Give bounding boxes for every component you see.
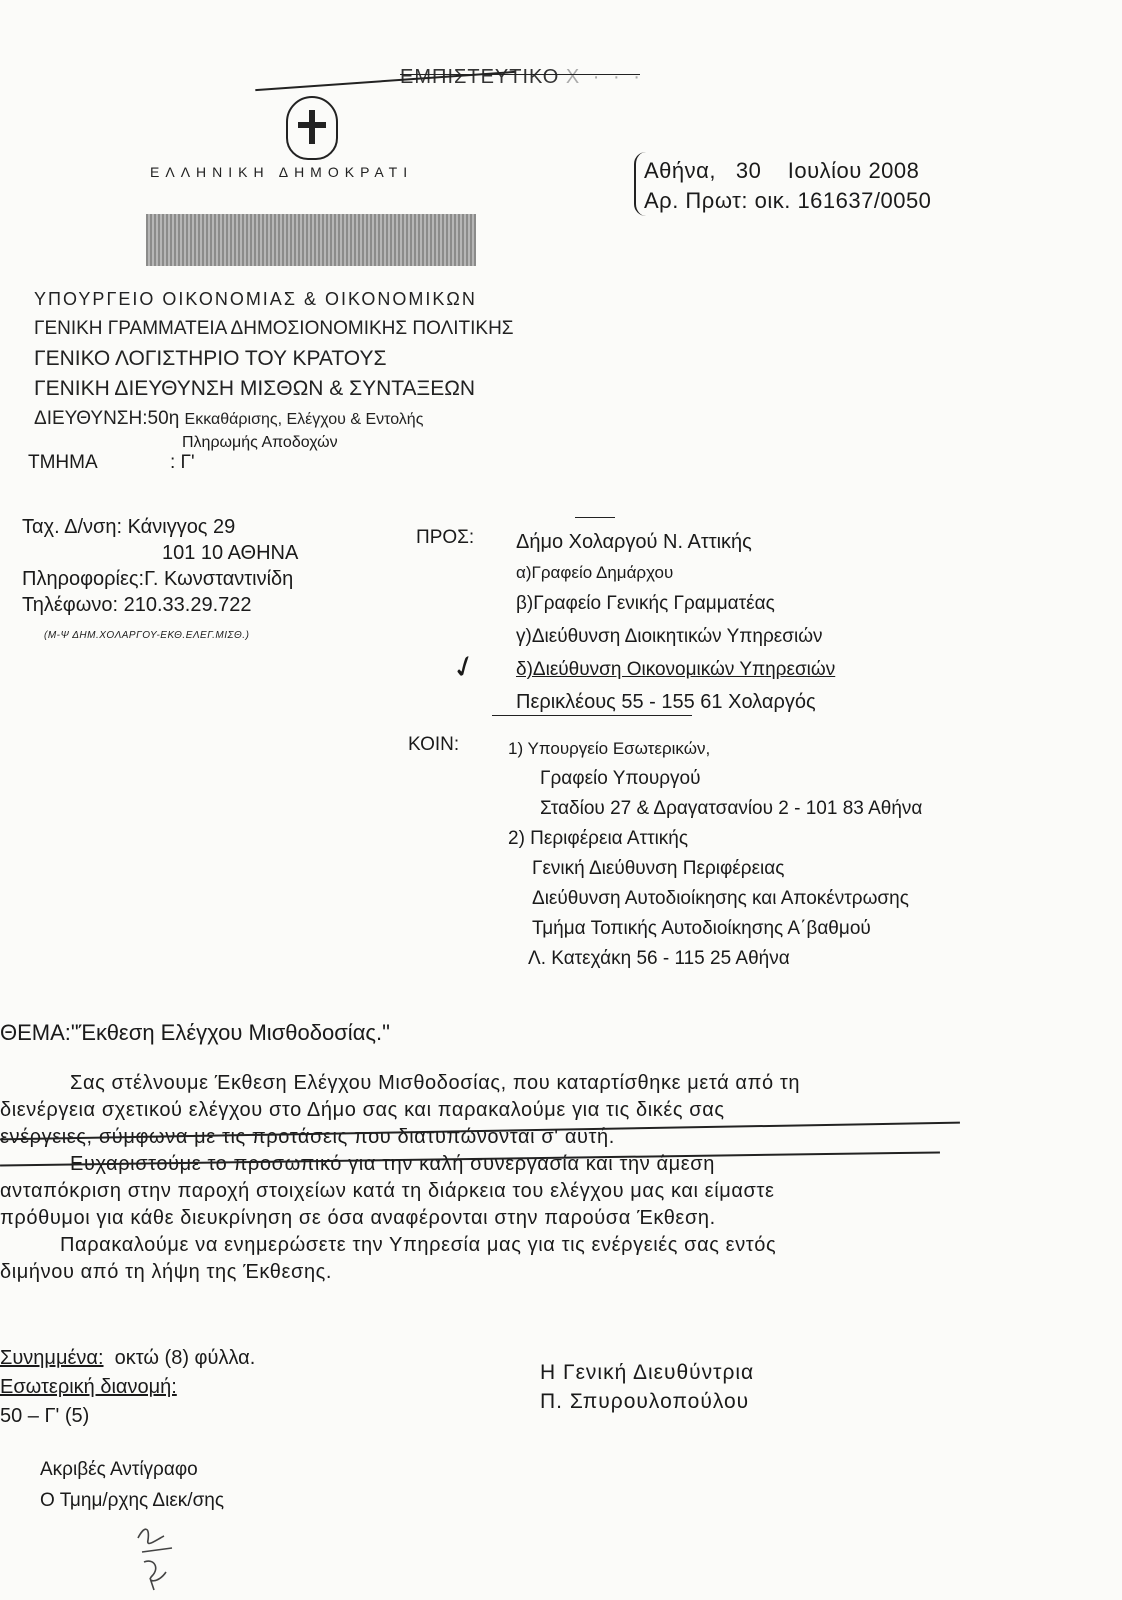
separator-line xyxy=(492,715,692,716)
sender-address-2: 101 10 ΑΘΗΝΑ xyxy=(162,542,299,564)
recipient-line: α)Γραφείο Δημάρχου xyxy=(516,563,674,582)
body-line: ενέργειες, σύμφωνα με τις προτάσεις που διατυπώνονται σ' αυτή. xyxy=(0,1126,615,1148)
recipient-line: Δήμο Χολαργού Ν. Αττικής xyxy=(516,531,752,553)
signer-name: Π. Σπυρουλοπούλου xyxy=(540,1390,750,1413)
recipient-line: γ)Διεύθυνση Διοικητικών Υπηρεσιών xyxy=(516,626,823,647)
sender-phone: Τηλέφωνο: 210.33.29.722 xyxy=(22,594,252,616)
protocol-number: Αρ. Πρωτ: οικ. 161637/0050 xyxy=(644,188,932,213)
attachments-label: Συνημμένα: xyxy=(0,1347,104,1369)
recipient-line: δ)Διεύθυνση Οικονομικών Υπηρεσιών xyxy=(516,659,836,680)
cc-line: 2) Περιφέρεια Αττικής xyxy=(508,828,689,849)
recipient-line: Περικλέους 55 - 155 61 Χολαργός xyxy=(516,691,816,713)
body-line: διενέργεια σχετικού ελέγχου στο Δήμο σας και παρακαλούμε για τις δικές σας xyxy=(0,1099,725,1121)
to-recipients xyxy=(516,526,835,719)
internal-distribution-label: Εσωτερική διανομή: xyxy=(0,1376,177,1398)
certified-copy xyxy=(40,1454,224,1516)
stamp-strike-line-2 xyxy=(400,74,640,75)
body-line: διμήνου από τη λήψη της Έκθεσης. xyxy=(0,1261,333,1283)
cc-label: ΚΟΙΝ: xyxy=(408,734,460,755)
date-city: Αθήνα, xyxy=(644,158,716,183)
redacted-stamp-block xyxy=(146,214,476,266)
date-day: 30 xyxy=(735,158,762,183)
signature-block xyxy=(540,1358,754,1416)
certified-label: Ακριβές Αντίγραφο xyxy=(40,1459,198,1480)
directorate-text: Εκκαθάρισης, Ελέγχου & Εντολής xyxy=(184,411,424,428)
sender-ref: (Μ-Ψ ΔΗΜ.ΧΟΛΑΡΓΟΥ-ΕΚΘ.ΕΛΕΓ.ΜΙΣΘ.) xyxy=(44,630,250,641)
recipient-line: β)Γραφείο Γενικής Γραμματέας xyxy=(516,593,775,614)
sender-info: Πληροφορίες:Γ. Κωνσταντινίδη xyxy=(22,568,294,590)
ministry-line: ΓΕΝΙΚΟ ΛΟΓΙΣΤΗΡΙΟ ΤΟΥ ΚΡΑΤΟΥΣ xyxy=(34,347,387,370)
date-month: Ιουλίου xyxy=(787,158,862,183)
ministry-line: ΓΕΝΙΚΗ ΓΡΑΜΜΑΤΕΙΑ ΔΗΜΟΣΙΟΝΟΜΙΚΗΣ ΠΟΛΙΤΙΚΗΣ xyxy=(34,318,514,339)
cc-line: Τμήμα Τοπικής Αυτοδιοίκησης Α΄βαθμού xyxy=(532,918,871,939)
body-line: Ευχαριστούμε το προσωπικό για την καλή συνεργασία και την άμεση xyxy=(70,1153,715,1175)
ministry-line: ΓΕΝΙΚΗ ΔΙΕΥΘΥΝΣΗ ΜΙΣΘΩΝ & ΣΥΝΤΑΞΕΩΝ xyxy=(34,377,476,400)
signer-title: Η Γενική Διευθύντρια xyxy=(540,1361,755,1384)
cc-line: Γραφείο Υπουργού xyxy=(540,768,701,789)
cc-line: Γενική Διεύθυνση Περιφέρειας xyxy=(532,858,785,879)
cc-recipients xyxy=(508,734,922,974)
cc-line: Διεύθυνση Αυτοδιοίκησης και Αποκέντρωσης xyxy=(532,888,909,909)
attachments-value: οκτώ (8) φύλλα. xyxy=(114,1347,256,1369)
directorate-text-2: Πληρωμής Αποδοχών xyxy=(182,434,338,451)
handwritten-signature xyxy=(130,1518,190,1594)
body-line: Παρακαλούμε να ενημερώσετε την Υπηρεσία μας για τις ενέργειές σας εντός xyxy=(60,1234,777,1256)
internal-distribution-value: 50 – Γ' (5) xyxy=(0,1405,90,1427)
ministry-line: ΥΠΟΥΡΓΕΙΟ ΟΙΚΟΝΟΜΙΑΣ & ΟΙΚΟΝΟΜΙΚΩΝ xyxy=(34,289,477,309)
footer-left xyxy=(0,1344,255,1431)
confidential-stamp-text: ΕΜΠΙΣΤΕΥΤΙΚΟ xyxy=(400,66,560,88)
cc-line: 1) Υπουργείο Εσωτερικών, xyxy=(508,739,711,758)
date-year: 2008 xyxy=(868,158,920,183)
ministry-header xyxy=(34,284,514,435)
directorate-label: ΔΙΕΥΘΥΝΣΗ:50η xyxy=(34,408,180,429)
coat-of-arms-icon xyxy=(286,96,338,160)
cc-line: Λ. Κατεχάκη 56 - 115 25 Αθήνα xyxy=(528,948,790,969)
handwritten-mark xyxy=(575,517,615,518)
sender-address: Ταχ. Δ/νση: Κάνιγγος 29 xyxy=(22,516,236,538)
sender-block xyxy=(22,514,298,618)
confidential-stamp: ΕΜΠΙΣΤΕΥΤΙΚΟ Χ · · · xyxy=(400,66,644,88)
department-label: ΤΜΗΜΑ xyxy=(28,452,98,473)
cc-line: Σταδίου 27 & Δραγατσανίου 2 - 101 83 Αθήνα xyxy=(540,798,923,819)
republic-name: ΕΛΛΗΝΙΚΗ ΔΗΜΟΚΡΑΤΙ xyxy=(150,164,414,180)
body-line: ανταπόκριση στην παροχή στοιχείων κατά τη διάρκεια του ελέγχου μας και είμαστε xyxy=(0,1180,775,1202)
to-label: ΠΡΟΣ: xyxy=(416,527,475,548)
checkmark-icon: ✓ xyxy=(447,647,483,688)
date-block xyxy=(644,156,931,216)
head-of-department: Ο Τμημ/ρχης Διεκ/σης xyxy=(40,1490,225,1511)
department-value: : Γ' xyxy=(170,452,195,473)
body-text xyxy=(0,1070,1060,1286)
subject: ΘΕΜΑ:"Έκθεση Ελέγχου Μισθοδοσίας." xyxy=(0,1020,390,1045)
body-line: πρόθυμοι για κάθε διευκρίνηση σε όσα αναφέρονται στην παρούσα Έκθεση. xyxy=(0,1207,716,1229)
body-line: Σας στέλνουμε Έκθεση Ελέγχου Μισθοδοσίας, που καταρτίσθηκε μετά από τη xyxy=(70,1072,801,1094)
handwritten-bracket xyxy=(634,152,646,216)
